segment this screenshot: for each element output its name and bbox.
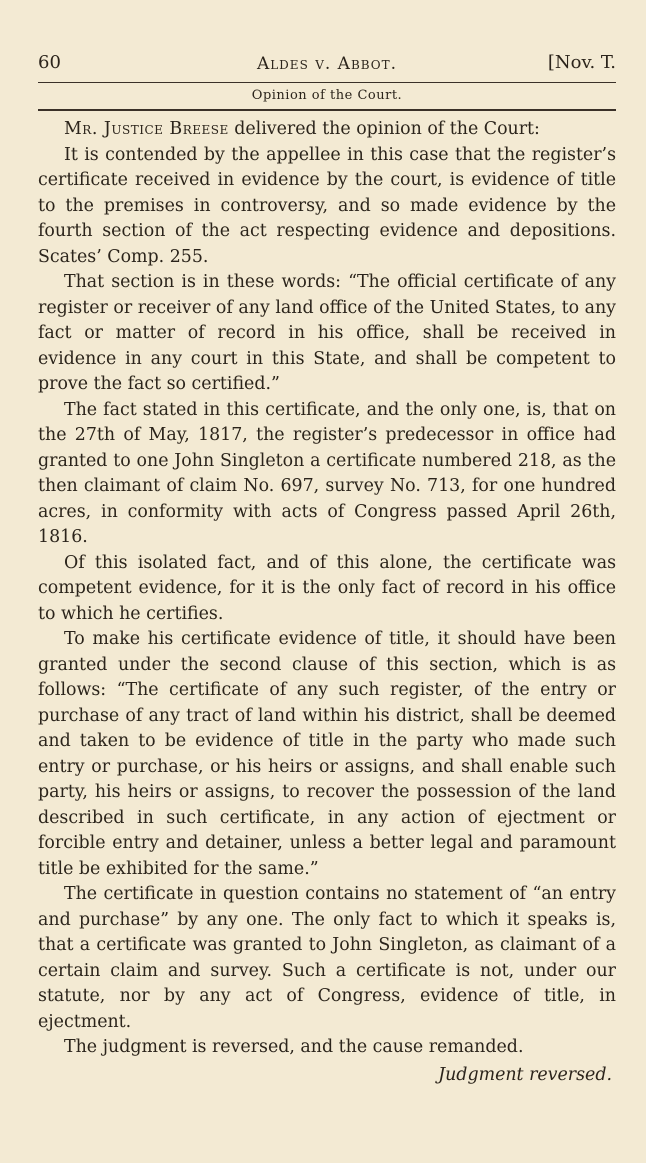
case-title: Aldes v. Abbot.	[256, 54, 398, 74]
opinion-body	[38, 117, 616, 1088]
subheading-rule	[38, 109, 616, 111]
subheading: Opinion of the Court.	[251, 88, 403, 103]
paragraph: That section is in these words: “The official certificate of any register or receiver of any land office of the United States, to any fact or matter of record in his office, shall be received in evidence in any court in this State, and shall be competent to prove the fact so certified.”	[38, 272, 616, 394]
term-label: [Nov. T.	[547, 52, 616, 73]
justice-name: Mr. Justice Breese	[64, 119, 229, 139]
paragraph: To make his certificate evidence of title, it should have been granted under the second clause of this section, which is as follows: “The certificate of any such register, of the entry or purchase of any tract of land within his district, shall be deemed and taken to be evidence of title in the party who made such entry or purchase, or his heirs or assigns, and shall enable such party, his heirs or assigns, to recover the possession of the land described in such certificate, in any action of ejectment or forcible entry and detainer, unless a better legal and paramount title be exhibited for the same.”	[38, 629, 616, 879]
paragraph: The fact stated in this certificate, and the only one, is, that on the 27th of May, 1817, the register’s predecessor in office had granted to one John Singleton a certificate numbered 218, as the then claimant of claim No. 697, survey No. 713, for one hundred acres, in conformity with acts of Congress passed April 26th, 1816.	[38, 399, 616, 547]
intro-text: delivered the opinion of the Court:	[228, 119, 540, 139]
page-number: 60	[38, 52, 61, 73]
paragraph: The certificate in question contains no statement of “an entry and purchase” by any one. The only fact to which it speaks is, that a certificate was granted to John Singleton, as claimant of a certain claim and survey. Such a certificate is not, under our statute, nor by any act of Congress, evidence of title, in ejectment.	[38, 884, 616, 1032]
paragraph: Of this isolated fact, and of this alone, the certificate was competent evidence, for it is the only fact of record in his office to which he certifies.	[38, 552, 616, 624]
closing-judgment: Judgment reversed.	[438, 1064, 612, 1085]
paragraph: The judgment is reversed, and the cause remanded.	[64, 1037, 524, 1057]
running-header	[38, 52, 616, 82]
paragraph: It is contended by the appellee in this case that the register’s certificate received in evidence by the court, is evidence of title to the premises in controversy, and so made evidence by the fourth section of the act respecting evidence and depositions. Scates’ Comp. 255.	[38, 144, 616, 267]
opinion-intro	[38, 117, 616, 143]
